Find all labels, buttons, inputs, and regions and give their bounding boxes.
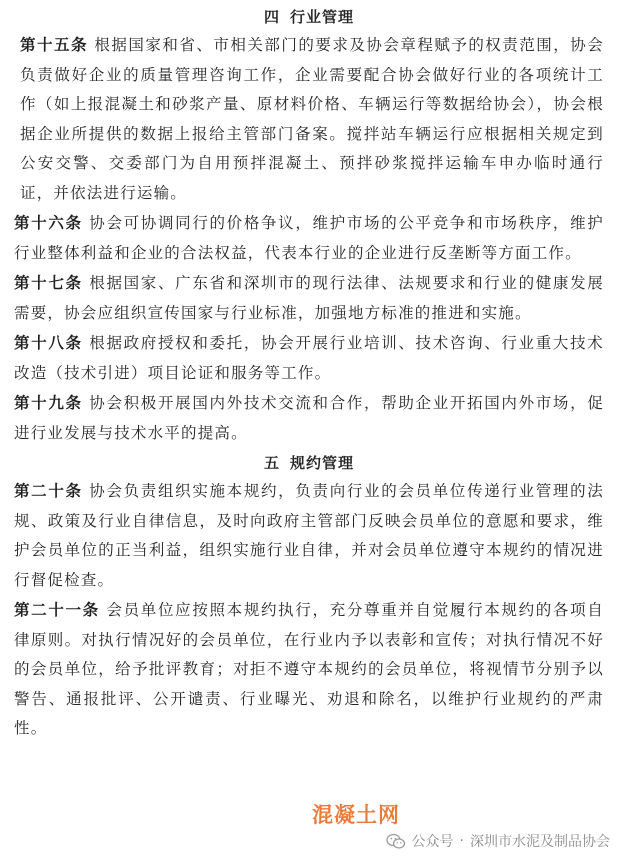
article-15: [14, 30, 604, 208]
footer-watermark: [310, 799, 610, 859]
section-number: 四: [263, 8, 280, 26]
article-label: 第十五条: [20, 35, 88, 54]
account-prefix: 公众号: [411, 834, 454, 850]
section-title: 行业管理: [290, 8, 355, 26]
article-text: 协会负责组织实施本规约，负责向行业的会员单位传递行业管理的法规、政策及行业自律信息，及时向政府主管部门反映会员单位的意愿和要求，维护会员单位的正当利益，组织实施行业自律，并对会员单位遵守本规约的情况进行督促检查。: [14, 482, 604, 589]
article-21: [14, 595, 604, 744]
article-label: 第二十条: [14, 481, 83, 500]
article-label: 第二十一条: [14, 600, 100, 619]
article-text: 协会积极开展国内外技术交流和合作，帮助企业开拓国内外市场，促进行业发展与技术水平的提高。: [14, 394, 604, 442]
wechat-icon: [386, 833, 406, 850]
article-label: 第十六条: [14, 213, 83, 232]
section-heading-4: [14, 4, 604, 30]
section-heading-5: [14, 450, 604, 476]
section-number: 五: [263, 454, 280, 472]
separator: ·: [459, 833, 464, 849]
article-label: 第十九条: [14, 393, 83, 412]
article-text: 根据国家、广东省和深圳市的现行法律、法规要求和行业的健康发展需要，协会应组织宣传国家与行业标准，加强地方标准的推进和实施。: [14, 274, 604, 322]
article-text: 协会可协调同行的价格争议，维护市场的公平竞争和市场秩序，维护行业整体利益和企业的合法权益，代表本行业的企业进行反垄断等方面工作。: [14, 214, 604, 262]
article-19: [14, 388, 604, 448]
article-label: 第十七条: [14, 273, 83, 292]
wechat-account[interactable]: [386, 831, 610, 851]
account-name: 深圳市水泥及制品协会: [470, 834, 610, 850]
article-20: [14, 476, 604, 595]
article-text: 根据政府授权和委托，协会开展行业培训、技术咨询、行业重大技术改造（技术引进）项目论证和服务等工作。: [14, 334, 604, 382]
article-text: 根据国家和省、市相关部门的要求及协会章程赋予的权责范围，协会负责做好企业的质量管理咨询工作，企业需要配合协会做好行业的各项统计工作（如上报混凝土和砂浆产量、原材料价格、车辆运行等数据给协会），协会根据企业所提供的数据上报给主管部门备案。搅拌站车辆运行应根据相关规定到公安交警、交委部门为自用预拌混凝土、预拌砂浆搅拌运输车申办临时通行证，并依法进行运输。: [20, 36, 604, 202]
article-16: [14, 208, 604, 268]
section-title: 规约管理: [290, 454, 355, 472]
site-logo: 混凝土网: [312, 803, 400, 827]
article-text: 会员单位应按照本规约执行，充分尊重并自觉履行本规约的各项自律原则。对执行情况好的会员单位，在行业内予以表彰和宣传；对执行情况不好的会员单位，给予批评教育；对拒不遵守本规约的会员单位，将视情节分别予以警告、通报批评、公开谴责、行业曝光、劝退和除名，以维护行业规约的严肃性。: [14, 601, 604, 737]
article-18: [14, 328, 604, 388]
article-label: 第十八条: [14, 333, 83, 352]
article-17: [14, 268, 604, 328]
